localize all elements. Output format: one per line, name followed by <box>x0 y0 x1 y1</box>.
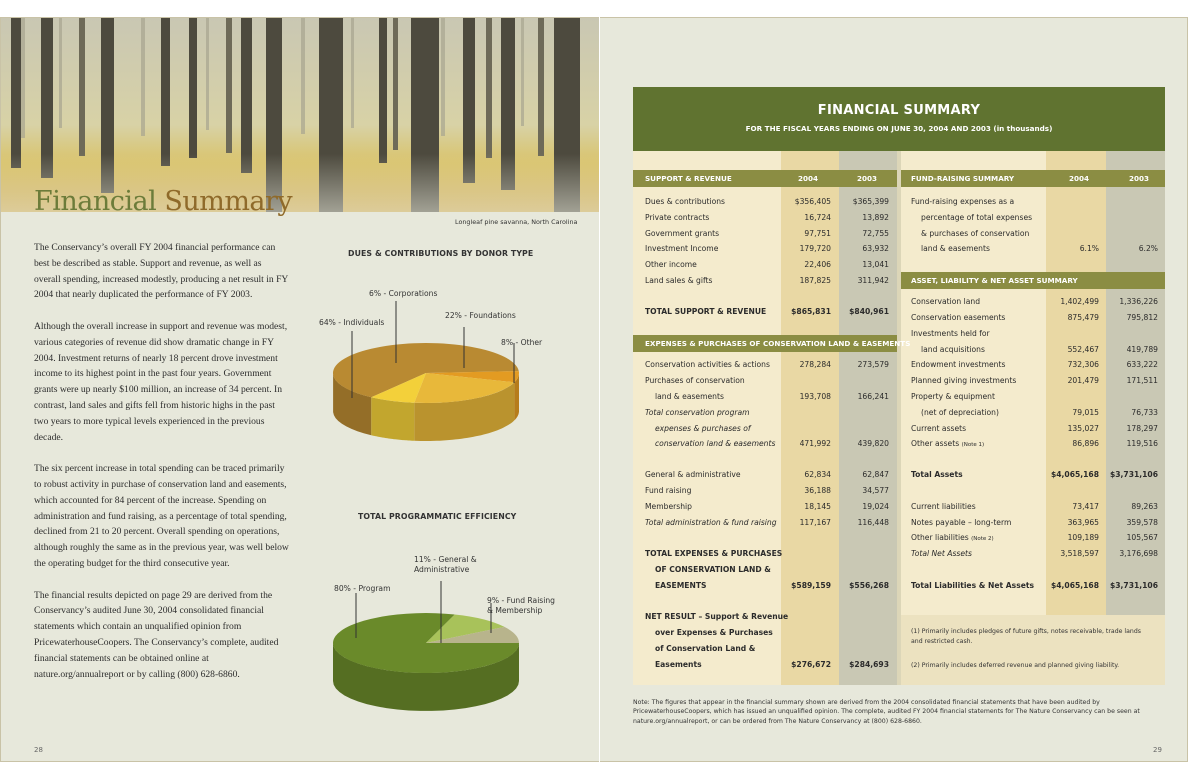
support-value-2003: 13,041 <box>862 260 889 269</box>
asset-total-2004: $4,065,168 <box>1050 470 1099 479</box>
expense-value-2003: 166,241 <box>857 392 889 401</box>
efficiency-chart-title: TOTAL PROGRAMMATIC EFFICIENCY <box>358 512 517 521</box>
asset-label-text: Other assets <box>911 439 960 448</box>
support-value-2004: 16,724 <box>804 213 831 222</box>
audit-note: Note: The figures that appear in the financial summary shown are derived from the 2004 consolidated financial statements that have been audited by PricewaterhouseCoopers, which has issued an unqualified opinion. The complete, audited FY 2004 financial statements for The Nature Conservancy can be seen at nature.org/annualreport, or can be ordered from The Nature Conservancy at (800) 628-6860. <box>633 699 1140 725</box>
pie-side-other <box>371 397 414 441</box>
net-assets-2003: 3,176,698 <box>1119 549 1158 558</box>
paragraph: The Conservancy’s overall FY 2004 financial performance can best be described as stable. Support and revenue, as well as overall spending, increased modestly, producing a net result in FY 2004 that nearly duplicated the performance of FY 2003. <box>34 242 288 301</box>
net-assets-label: Total Net Assets <box>911 549 972 558</box>
right-page <box>600 17 1188 762</box>
expense-value-2004: 117,167 <box>799 518 831 527</box>
expense-value-2004: 36,188 <box>804 486 831 495</box>
support-row-label: Dues & contributions <box>645 197 726 206</box>
support-row-label: Private contracts <box>645 213 710 222</box>
expense-value-2004: 471,992 <box>799 439 831 448</box>
col-header-2003: 2003 <box>1129 174 1150 183</box>
asset-value-2003: 178,297 <box>1126 424 1158 433</box>
expense-total-label: OF CONSERVATION LAND & <box>655 565 771 574</box>
photo-caption: Longleaf pine savanna, North Carolina <box>455 218 578 226</box>
footnote: (1) Primarily includes pledges of future gifts, notes receivable, trade lands and restricted cash. <box>911 628 1141 645</box>
section-header-fundraising <box>901 170 1165 187</box>
asset-row-label <box>911 439 984 448</box>
expense-row-label: Fund raising <box>645 486 692 495</box>
support-total-2004: $865,831 <box>791 307 831 316</box>
support-value-2003: 311,942 <box>857 276 889 285</box>
expense-row-label: General & administrative <box>645 470 741 479</box>
section-header-assets <box>901 272 1165 289</box>
liabilities-total-2003: $3,731,106 <box>1109 581 1158 590</box>
asset-row-label: Conservation easements <box>911 313 1006 322</box>
pie-label: 6% - Corporations <box>369 289 438 298</box>
table-header <box>633 87 1165 151</box>
liability-value-2003: 89,263 <box>1131 502 1158 511</box>
paragraph: The six percent increase in total spending can be traced primarily to robust activity in purchase of conservation land and easements, which accounted for 84 percent of the increase. Spending on administration and fund raising, as a percentage of total spending, declined from 21 to 20 percent. Overall spending on operations, although roughly the same as in the previous year, was well below the operating budget for the third consecutive year. <box>34 463 289 569</box>
forest-photo <box>1 18 599 212</box>
expense-value-2003: 116,448 <box>857 518 889 527</box>
net-result-label: of Conservation Land & <box>655 644 756 653</box>
section-title: ASSET, LIABILITY & NET ASSET SUMMARY <box>911 276 1078 285</box>
fundraising-label: land & easements <box>921 244 990 253</box>
net-result-label: NET RESULT – Support & Revenue <box>645 612 789 621</box>
support-value-2004: 179,720 <box>799 244 831 253</box>
expense-row-label: Purchases of conservation <box>645 376 745 385</box>
expense-total-label: TOTAL EXPENSES & PURCHASES <box>645 549 783 558</box>
asset-value-2004: 86,896 <box>1072 439 1099 448</box>
liabilities-total-2004: $4,065,168 <box>1050 581 1099 590</box>
expense-value-2003: 439,820 <box>857 439 889 448</box>
pie-label: 80% - Program <box>334 584 391 593</box>
asset-total-label: Total Assets <box>911 470 963 479</box>
title-word-summary: Summary <box>164 186 293 217</box>
expense-value-2004: 62,834 <box>804 470 831 479</box>
asset-value-2004: 875,479 <box>1067 313 1099 322</box>
asset-row-label: land acquisitions <box>921 345 985 354</box>
support-value-2003: $365,399 <box>852 197 889 206</box>
footnote: (2) Primarily includes deferred revenue and planned giving liability. <box>911 662 1120 669</box>
asset-label-note: (Note 1) <box>961 442 985 448</box>
asset-value-2004: 552,467 <box>1067 345 1099 354</box>
expense-row-label: expenses & purchases of <box>655 424 751 433</box>
fundraising-label: Fund-raising expenses as a <box>911 197 1015 206</box>
body-text <box>34 240 289 698</box>
fundraising-label: & purchases of conservation <box>921 229 1030 238</box>
expense-row-label: conservation land & easements <box>655 439 776 448</box>
support-value-2003: 63,932 <box>862 244 889 253</box>
section-header-expenses <box>633 335 911 352</box>
asset-value-2003: 1,336,226 <box>1119 297 1158 306</box>
asset-value-2003: 76,733 <box>1131 408 1158 417</box>
footnotes-box <box>901 615 1165 685</box>
asset-value-2004: 1,402,499 <box>1060 297 1099 306</box>
asset-value-2003: 419,789 <box>1126 345 1158 354</box>
support-total-2003: $840,961 <box>849 307 889 316</box>
table-subtitle: FOR THE FISCAL YEARS ENDING ON JUNE 30, 2004 AND 2003 (in thousands) <box>745 124 1053 133</box>
liability-value-2004: 363,965 <box>1067 518 1099 527</box>
support-value-2004: 22,406 <box>804 260 831 269</box>
asset-row-label: Investments held for <box>911 329 990 338</box>
net-assets-2004: 3,518,597 <box>1060 549 1099 558</box>
liability-value-2004: 73,417 <box>1072 502 1099 511</box>
asset-value-2004: 201,479 <box>1067 376 1099 385</box>
support-value-2003: 72,755 <box>862 229 889 238</box>
support-value-2004: $356,405 <box>794 197 831 206</box>
expense-row-label: Conservation activities & actions <box>645 360 770 369</box>
liability-value-2004: 109,189 <box>1067 533 1099 542</box>
col-header-2004: 2004 <box>798 174 819 183</box>
support-value-2003: 13,892 <box>862 213 889 222</box>
support-row-label: Government grants <box>645 229 720 238</box>
programmatic-efficiency-pie-chart <box>331 613 531 723</box>
paragraph: The financial results depicted on page 29 are derived from the Conservancy’s audited June 30, 2004 consolidated financial statements which contain an unqualified opinion from PricewaterhouseCoopers. The Conservancy’s complete, audited financial statements can be obtained online at nature.org/annualreport or by calling (800) 628-6860. <box>34 589 279 680</box>
liability-value-2003: 105,567 <box>1126 533 1158 542</box>
asset-row-label: Current assets <box>911 424 967 433</box>
expense-value-2004: 278,284 <box>799 360 831 369</box>
section-header-support <box>633 170 897 187</box>
liability-label-note: (Note 2) <box>971 536 994 542</box>
asset-row-label: Property & equipment <box>911 392 995 401</box>
page-title <box>34 186 292 217</box>
col-header-2003: 2003 <box>857 174 878 183</box>
section-title: SUPPORT & REVENUE <box>645 174 732 183</box>
liability-row-label <box>911 533 994 542</box>
asset-value-2003: 171,511 <box>1126 376 1158 385</box>
asset-value-2003: 633,222 <box>1126 360 1158 369</box>
expense-row-label: Membership <box>645 502 692 511</box>
expense-value-2004: 18,145 <box>804 502 831 511</box>
pie-label: 9% - Fund Raising & Membership <box>487 596 555 615</box>
donor-chart-title: DUES & CONTRIBUTIONS BY DONOR TYPE <box>348 249 534 258</box>
expense-total-label: EASEMENTS <box>655 581 707 590</box>
liability-row-label: Current liabilities <box>911 502 976 511</box>
expense-total-2004: $589,159 <box>791 581 831 590</box>
asset-value-2004: 79,015 <box>1072 408 1099 417</box>
page-number: 28 <box>34 746 43 754</box>
support-row-label: Investment Income <box>645 244 719 253</box>
pie-label: 22% - Foundations <box>445 311 516 320</box>
expense-row-label: Total conservation program <box>645 408 750 417</box>
page-number: 29 <box>1153 746 1162 754</box>
column-divider <box>897 151 901 685</box>
liability-label-text: Other liabilities <box>911 533 969 542</box>
asset-value-2003: 795,812 <box>1126 313 1158 322</box>
expense-total-2003: $556,268 <box>849 581 889 590</box>
fundraising-value-2004: 6.1% <box>1079 244 1099 253</box>
net-result-label: over Expenses & Purchases <box>655 628 773 637</box>
expense-row-label: Total administration & fund raising <box>645 518 777 527</box>
net-result-2003: $284,693 <box>849 660 889 669</box>
paragraph: Although the overall increase in support and revenue was modest, various categories of revenue did show dramatic change in FY 2004. Investment returns of nearly 18 percent drove investment income to its highest point in the past four years. Government grants were up nearly $100 million, an increase of 34 percent. In contrast, land sales and gifts fell from historic highs in the past two years to more typical levels experienced in the previous decade. <box>34 320 288 443</box>
expense-value-2003: 34,577 <box>862 486 889 495</box>
section-title: EXPENSES & PURCHASES OF CONSERVATION LAND & EASEMENTS <box>645 339 911 348</box>
expense-value-2004: 193,708 <box>799 392 831 401</box>
donor-type-pie-chart <box>331 343 531 453</box>
fundraising-label: percentage of total expenses <box>921 213 1033 222</box>
support-value-2004: 187,825 <box>799 276 831 285</box>
expense-value-2003: 273,579 <box>857 360 889 369</box>
pie-label: 11% - General & Administrative <box>414 555 477 574</box>
financial-summary-table <box>633 87 1165 685</box>
asset-row-label: Endowment investments <box>911 360 1006 369</box>
asset-row-label: (net of depreciation) <box>921 408 999 417</box>
net-result-2004: $276,672 <box>791 660 831 669</box>
title-word-financial: Financial <box>34 186 157 217</box>
liability-row-label: Notes payable – long-term <box>911 518 1012 527</box>
expense-row-label: land & easements <box>655 392 724 401</box>
support-total-label: TOTAL SUPPORT & REVENUE <box>645 307 767 316</box>
asset-value-2004: 732,306 <box>1067 360 1099 369</box>
net-result-label: Easements <box>655 660 702 669</box>
support-value-2004: 97,751 <box>804 229 831 238</box>
expense-value-2003: 19,024 <box>862 502 889 511</box>
col-header-2004: 2004 <box>1069 174 1090 183</box>
pie-label: 64% - Individuals <box>319 318 385 327</box>
fundraising-value-2003: 6.2% <box>1138 244 1158 253</box>
pie-label: 8% - Other <box>501 338 543 347</box>
asset-value-2003: 119,516 <box>1126 439 1158 448</box>
asset-total-2003: $3,731,106 <box>1109 470 1158 479</box>
table-title: FINANCIAL SUMMARY <box>817 103 981 118</box>
liabilities-total-label: Total Liabilities & Net Assets <box>911 581 1035 590</box>
asset-value-2004: 135,027 <box>1067 424 1099 433</box>
liability-value-2003: 359,578 <box>1126 518 1158 527</box>
support-row-label: Land sales & gifts <box>645 276 713 285</box>
asset-row-label: Planned giving investments <box>911 376 1017 385</box>
asset-row-label: Conservation land <box>911 297 981 306</box>
expense-value-2003: 62,847 <box>862 470 889 479</box>
left-page <box>0 17 599 762</box>
section-title: FUND-RAISING SUMMARY <box>911 174 1015 183</box>
support-row-label: Other income <box>645 260 697 269</box>
